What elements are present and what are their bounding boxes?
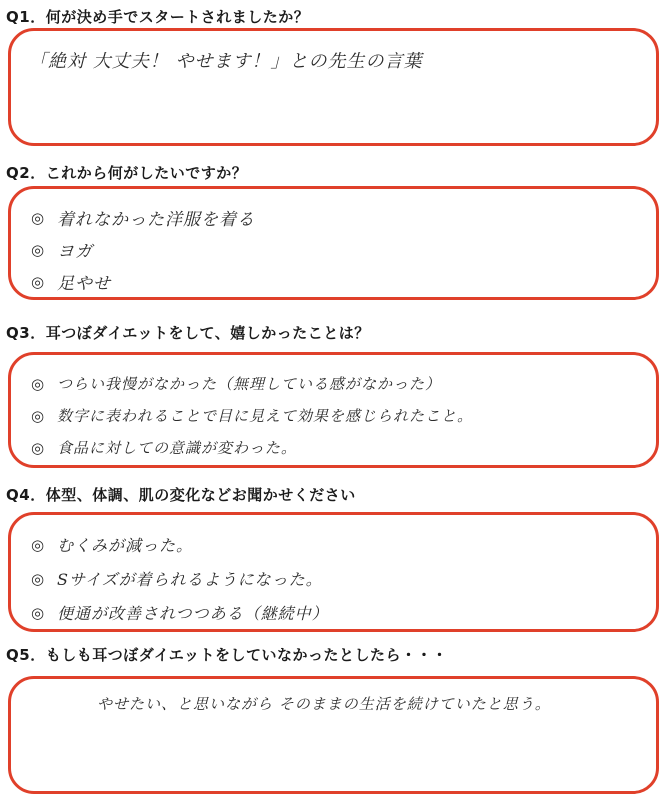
answer-3-item: [31, 437, 297, 458]
question-5-label: Q5．もしも耳つぼダイエットをしていなかったとしたら・・・: [6, 646, 448, 664]
answer-4-item-text: Sサイズが着られるようになった。: [57, 570, 323, 589]
question-2-label: Q2．これから何がしたいですか？: [6, 164, 248, 182]
answer-box-3: [8, 352, 659, 468]
double-circle-icon: ◎: [31, 240, 45, 259]
double-circle-icon: ◎: [31, 535, 45, 554]
answer-3-item: [31, 405, 473, 426]
double-circle-icon: ◎: [31, 406, 45, 425]
answer-3-item-text: 食品に対しての意識が変わった。: [57, 439, 297, 457]
answer-3-item-text: つらい我慢がなかった（無理している感がなかった）: [57, 375, 442, 393]
answer-4-item: [31, 601, 329, 624]
answer-2-item: [31, 269, 111, 294]
answer-2-item: [31, 205, 255, 230]
answer-2-item-text: 足やせ: [57, 274, 111, 294]
double-circle-icon: ◎: [31, 603, 45, 622]
answer-box-2: [8, 186, 659, 300]
double-circle-icon: ◎: [31, 208, 45, 227]
answer-4-item: [31, 533, 193, 556]
question-1-label: Q1．何が決め手でスタートされましたか？: [6, 8, 310, 26]
answer-5-text: やせたい、と思いながら そのままの生活を続けていたと思う。: [97, 695, 551, 713]
double-circle-icon: ◎: [31, 272, 45, 291]
answer-box-1: [8, 28, 659, 146]
answer-box-5: [8, 676, 659, 794]
answer-2-item-text: 着れなかった洋服を着る: [57, 210, 255, 230]
answer-1-text: 「絶対 大丈夫！ やせます！」との先生の言葉: [29, 51, 423, 72]
answer-4-item-text: むくみが減った。: [57, 536, 194, 555]
answer-3-item: [31, 373, 441, 394]
double-circle-icon: ◎: [31, 438, 45, 457]
question-3-label: Q3．耳つぼダイエットをして、嬉しかったことは？: [6, 324, 370, 342]
answer-4-item: [31, 567, 323, 590]
double-circle-icon: ◎: [31, 569, 45, 588]
answer-2-item: [31, 237, 93, 262]
question-4-label: Q4．体型、体調、肌の変化などお聞かせください: [6, 486, 356, 504]
double-circle-icon: ◎: [31, 374, 45, 393]
answer-3-item-text: 数字に表われることで目に見えて効果を感じられたこと。: [57, 407, 474, 425]
answer-box-4: [8, 512, 659, 632]
answer-4-item-text: 便通が改善されつつある（継続中）: [57, 604, 329, 623]
answer-2-item-text: ヨガ: [57, 242, 93, 262]
